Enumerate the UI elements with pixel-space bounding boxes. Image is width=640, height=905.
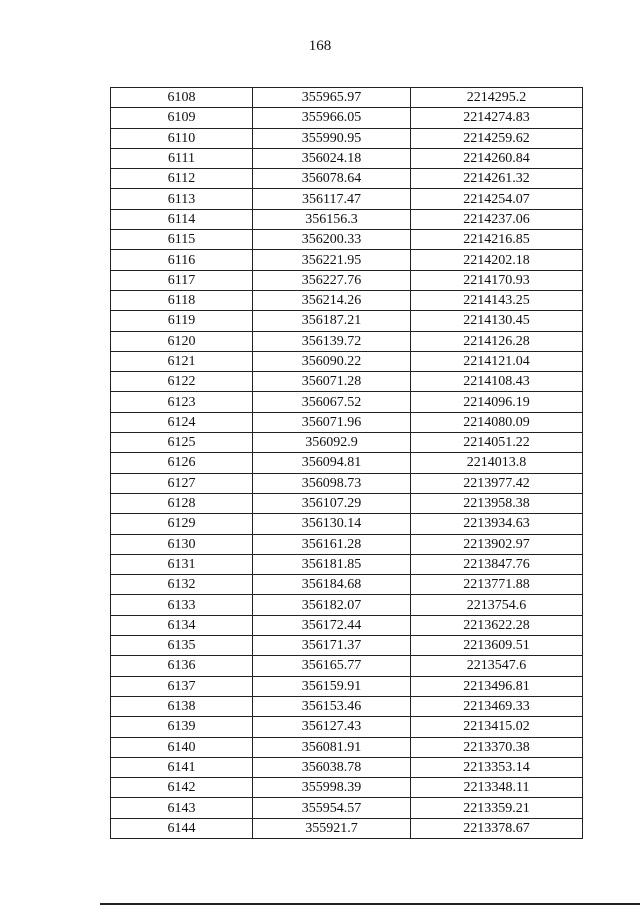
y-coordinate-cell: 2213754.6 [411,595,583,615]
x-coordinate-cell: 355954.57 [253,798,411,818]
y-coordinate-cell: 2214170.93 [411,270,583,290]
point-id-cell: 6113 [111,189,253,209]
point-id-cell: 6116 [111,250,253,270]
table-row [111,473,583,493]
x-coordinate-cell: 355990.95 [253,128,411,148]
point-id-cell: 6118 [111,290,253,310]
y-coordinate-cell: 2214096.19 [411,392,583,412]
x-coordinate-cell: 356038.78 [253,757,411,777]
point-id-cell: 6141 [111,757,253,777]
y-coordinate-cell: 2214130.45 [411,311,583,331]
table-row [111,615,583,635]
x-coordinate-cell: 356181.85 [253,554,411,574]
y-coordinate-cell: 2213902.97 [411,534,583,554]
point-id-cell: 6120 [111,331,253,351]
y-coordinate-cell: 2214216.85 [411,230,583,250]
x-coordinate-cell: 356081.91 [253,737,411,757]
x-coordinate-cell: 356156.3 [253,209,411,229]
point-id-cell: 6109 [111,108,253,128]
point-id-cell: 6131 [111,554,253,574]
table-row [111,636,583,656]
table-row [111,595,583,615]
table-row [111,148,583,168]
y-coordinate-cell: 2213934.63 [411,514,583,534]
y-coordinate-cell: 2214261.32 [411,169,583,189]
point-id-cell: 6108 [111,88,253,108]
table-row [111,351,583,371]
x-coordinate-cell: 356024.18 [253,148,411,168]
x-coordinate-cell: 355965.97 [253,88,411,108]
point-id-cell: 6134 [111,615,253,635]
point-id-cell: 6123 [111,392,253,412]
y-coordinate-cell: 2213353.14 [411,757,583,777]
y-coordinate-cell: 2214108.43 [411,372,583,392]
table-row [111,270,583,290]
x-coordinate-cell: 356214.26 [253,290,411,310]
y-coordinate-cell: 2213958.38 [411,493,583,513]
table-row [111,250,583,270]
point-id-cell: 6140 [111,737,253,757]
x-coordinate-cell: 356139.72 [253,331,411,351]
x-coordinate-cell: 356094.81 [253,453,411,473]
table-row [111,433,583,453]
y-coordinate-cell: 2213469.33 [411,696,583,716]
y-coordinate-cell: 2214259.62 [411,128,583,148]
table-row [111,696,583,716]
x-coordinate-cell: 356078.64 [253,169,411,189]
x-coordinate-cell: 355966.05 [253,108,411,128]
point-id-cell: 6138 [111,696,253,716]
y-coordinate-cell: 2213370.38 [411,737,583,757]
table-row [111,778,583,798]
point-id-cell: 6130 [111,534,253,554]
y-coordinate-cell: 2214013.8 [411,453,583,473]
table-row [111,676,583,696]
x-coordinate-cell: 356117.47 [253,189,411,209]
table-row [111,290,583,310]
x-coordinate-cell: 356127.43 [253,717,411,737]
y-coordinate-cell: 2213547.6 [411,656,583,676]
x-coordinate-cell: 356098.73 [253,473,411,493]
point-id-cell: 6129 [111,514,253,534]
x-coordinate-cell: 356200.33 [253,230,411,250]
point-id-cell: 6119 [111,311,253,331]
x-coordinate-cell: 356071.28 [253,372,411,392]
table-row [111,331,583,351]
point-id-cell: 6128 [111,493,253,513]
x-coordinate-cell: 356182.07 [253,595,411,615]
point-id-cell: 6126 [111,453,253,473]
point-id-cell: 6136 [111,656,253,676]
y-coordinate-cell: 2213348.11 [411,778,583,798]
x-coordinate-cell: 356221.95 [253,250,411,270]
x-coordinate-cell: 356067.52 [253,392,411,412]
x-coordinate-cell: 356171.37 [253,636,411,656]
y-coordinate-cell: 2213378.67 [411,818,583,838]
point-id-cell: 6142 [111,778,253,798]
table-row [111,575,583,595]
x-coordinate-cell: 356071.96 [253,412,411,432]
y-coordinate-cell: 2213359.21 [411,798,583,818]
point-id-cell: 6111 [111,148,253,168]
x-coordinate-cell: 356153.46 [253,696,411,716]
x-coordinate-cell: 356227.76 [253,270,411,290]
table-row [111,534,583,554]
y-coordinate-cell: 2213847.76 [411,554,583,574]
table-row [111,189,583,209]
x-coordinate-cell: 356172.44 [253,615,411,635]
y-coordinate-cell: 2214126.28 [411,331,583,351]
y-coordinate-cell: 2214051.22 [411,433,583,453]
x-coordinate-cell: 355998.39 [253,778,411,798]
x-coordinate-cell: 356092.9 [253,433,411,453]
x-coordinate-cell: 356107.29 [253,493,411,513]
y-coordinate-cell: 2213977.42 [411,473,583,493]
y-coordinate-cell: 2214237.06 [411,209,583,229]
x-coordinate-cell: 356090.22 [253,351,411,371]
table-row [111,818,583,838]
table-row [111,169,583,189]
y-coordinate-cell: 2214143.25 [411,290,583,310]
table-row [111,656,583,676]
point-id-cell: 6127 [111,473,253,493]
point-id-cell: 6137 [111,676,253,696]
point-id-cell: 6122 [111,372,253,392]
table-row [111,554,583,574]
y-coordinate-cell: 2214080.09 [411,412,583,432]
y-coordinate-cell: 2213609.51 [411,636,583,656]
table-row [111,88,583,108]
table-row [111,108,583,128]
point-id-cell: 6143 [111,798,253,818]
x-coordinate-cell: 356159.91 [253,676,411,696]
table-row [111,230,583,250]
point-id-cell: 6110 [111,128,253,148]
point-id-cell: 6117 [111,270,253,290]
point-id-cell: 6132 [111,575,253,595]
table-row [111,412,583,432]
table-row [111,372,583,392]
x-coordinate-cell: 356187.21 [253,311,411,331]
x-coordinate-cell: 356130.14 [253,514,411,534]
point-id-cell: 6125 [111,433,253,453]
point-id-cell: 6144 [111,818,253,838]
point-id-cell: 6139 [111,717,253,737]
table-row [111,128,583,148]
coordinates-table [110,87,583,839]
point-id-cell: 6121 [111,351,253,371]
point-id-cell: 6124 [111,412,253,432]
y-coordinate-cell: 2213496.81 [411,676,583,696]
table-row [111,717,583,737]
table-row [111,798,583,818]
x-coordinate-cell: 356184.68 [253,575,411,595]
table-row [111,209,583,229]
y-coordinate-cell: 2214260.84 [411,148,583,168]
table-row [111,737,583,757]
table-row [111,514,583,534]
y-coordinate-cell: 2214274.83 [411,108,583,128]
point-id-cell: 6133 [111,595,253,615]
table-body [111,88,583,839]
table-row [111,493,583,513]
point-id-cell: 6112 [111,169,253,189]
y-coordinate-cell: 2213771.88 [411,575,583,595]
point-id-cell: 6135 [111,636,253,656]
x-coordinate-cell: 356161.28 [253,534,411,554]
y-coordinate-cell: 2213622.28 [411,615,583,635]
table-row [111,453,583,473]
y-coordinate-cell: 2214295.2 [411,88,583,108]
y-coordinate-cell: 2214254.07 [411,189,583,209]
x-coordinate-cell: 356165.77 [253,656,411,676]
table-row [111,311,583,331]
point-id-cell: 6115 [111,230,253,250]
y-coordinate-cell: 2214121.04 [411,351,583,371]
point-id-cell: 6114 [111,209,253,229]
y-coordinate-cell: 2214202.18 [411,250,583,270]
table-row [111,757,583,777]
table-row [111,392,583,412]
x-coordinate-cell: 355921.7 [253,818,411,838]
page-number: 168 [308,38,332,54]
y-coordinate-cell: 2213415.02 [411,717,583,737]
